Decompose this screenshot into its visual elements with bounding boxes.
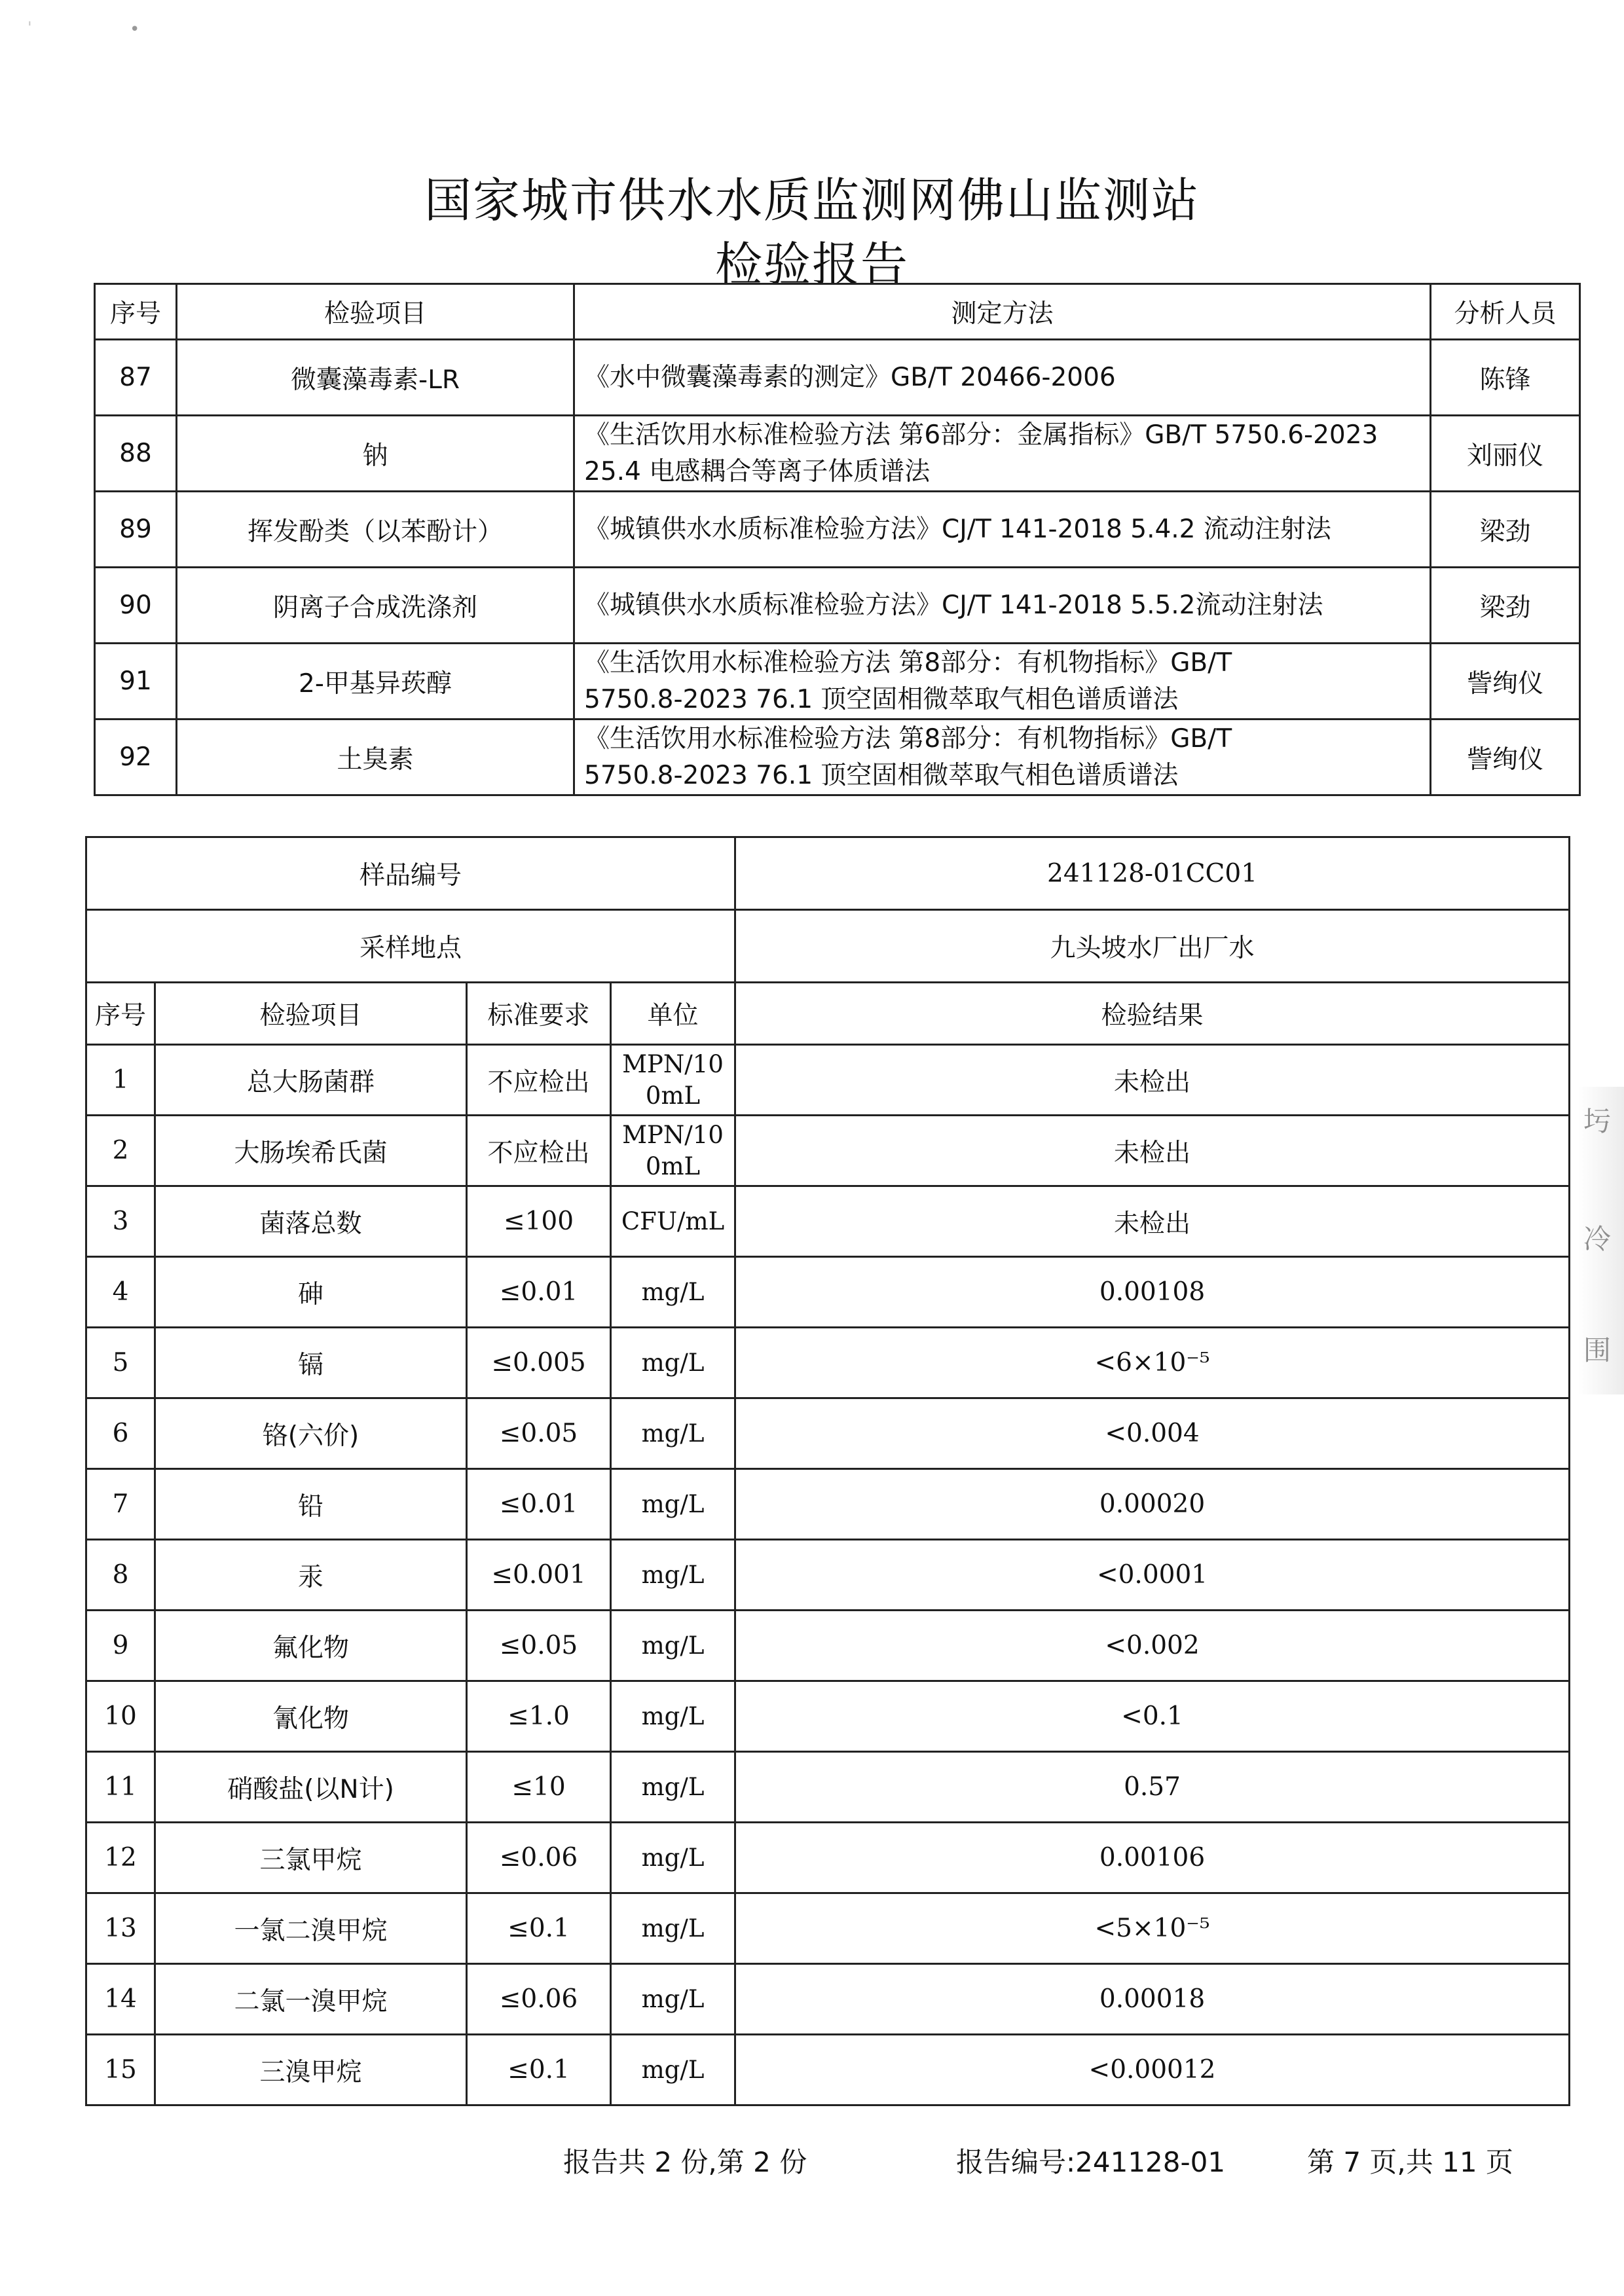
sample-number-value: 241128-01CC01	[735, 837, 1570, 910]
row-standard: ≤0.1	[467, 1893, 611, 1964]
row-result: 未检出	[735, 1116, 1570, 1186]
row-seq: 92	[95, 720, 177, 795]
report-copies: 报告共 2 份,第 2 份	[563, 2146, 807, 2178]
method-line: 5750.8-2023 76.1 顶空固相微萃取气相色谱质谱法	[584, 684, 1179, 714]
row-item: 阴离子合成洗涤剂	[177, 568, 574, 644]
row-result: 0.00020	[735, 1469, 1570, 1540]
unit-line: 0mL	[645, 1152, 701, 1180]
row-result: <6×10⁻⁵	[735, 1328, 1570, 1398]
unit-line: mg/L	[641, 1772, 705, 1801]
row-seq: 7	[86, 1469, 155, 1540]
scan-dot: •	[130, 20, 140, 39]
table-row	[86, 1328, 1570, 1398]
row-item: 砷	[155, 1257, 467, 1328]
row-method	[574, 568, 1431, 644]
row-method	[574, 416, 1431, 492]
row-item: 总大肠菌群	[155, 1045, 467, 1116]
unit-line: mg/L	[641, 1843, 705, 1872]
method-line: 《水中微囊藻毒素的测定》GB/T 20466-2006	[584, 362, 1116, 392]
row-item: 铅	[155, 1469, 467, 1540]
row-seq: 14	[86, 1964, 155, 2035]
method-line: 《生活饮用水标准检验方法 第8部分：有机物指标》GB/T	[584, 647, 1232, 678]
row-method	[574, 644, 1431, 720]
row-item: 菌落总数	[155, 1186, 467, 1257]
header-method: 测定方法	[574, 284, 1431, 340]
row-method	[574, 340, 1431, 416]
row-unit	[611, 1186, 735, 1257]
methods-table	[94, 283, 1581, 796]
row-unit	[611, 1752, 735, 1823]
row-item: 土臭素	[177, 720, 574, 795]
row-result: <0.002	[735, 1611, 1570, 1681]
method-line: 《城镇供水水质标准检验方法》CJ/T 141-2018 5.4.2 流动注射法	[584, 514, 1331, 544]
row-item: 钠	[177, 416, 574, 492]
row-item: 2-甲基异莰醇	[177, 644, 574, 720]
row-standard: ≤10	[467, 1752, 611, 1823]
row-standard: 不应检出	[467, 1116, 611, 1186]
sampling-location-value: 九头坡水厂出厂水	[735, 910, 1570, 983]
table-row	[95, 720, 1580, 795]
row-result: <0.1	[735, 1681, 1570, 1752]
row-item: 二氯一溴甲烷	[155, 1964, 467, 2035]
method-line: 《生活饮用水标准检验方法 第8部分：有机物指标》GB/T	[584, 723, 1232, 754]
row-item: 微囊藻毒素-LR	[177, 340, 574, 416]
row-standard: ≤0.1	[467, 2035, 611, 2105]
row-seq: 13	[86, 1893, 155, 1964]
edge-glyph: 围	[1583, 1334, 1612, 1366]
row-seq: 3	[86, 1186, 155, 1257]
row-analyst: 刘丽仪	[1431, 416, 1580, 492]
row-standard: ≤1.0	[467, 1681, 611, 1752]
table-row	[86, 1964, 1570, 2035]
row-seq: 1	[86, 1045, 155, 1116]
header-standard: 标准要求	[467, 983, 611, 1045]
unit-line: MPN/10	[622, 1049, 724, 1078]
table-row	[95, 568, 1580, 644]
row-analyst: 梁劲	[1431, 568, 1580, 644]
table-row	[86, 1186, 1570, 1257]
row-item: 硝酸盐(以N计)	[155, 1752, 467, 1823]
method-line: 《生活饮用水标准检验方法 第6部分：金属指标》GB/T 5750.6-2023	[584, 420, 1378, 450]
row-unit	[611, 1257, 735, 1328]
row-item: 大肠埃希氏菌	[155, 1116, 467, 1186]
row-method	[574, 492, 1431, 568]
results-header-row	[86, 983, 1570, 1045]
row-seq: 5	[86, 1328, 155, 1398]
organization-title: 国家城市供水水质监测网佛山监测站	[424, 173, 1200, 228]
table-row	[86, 1893, 1570, 1964]
row-result: 0.00108	[735, 1257, 1570, 1328]
header-seq: 序号	[95, 284, 177, 340]
row-result: 未检出	[735, 1186, 1570, 1257]
adjacent-page-edge	[1578, 1087, 1624, 1394]
table-row	[86, 1469, 1570, 1540]
row-seq: 89	[95, 492, 177, 568]
row-standard: ≤0.05	[467, 1611, 611, 1681]
table-row	[86, 1611, 1570, 1681]
unit-line: mg/L	[641, 1984, 705, 2013]
table-row	[86, 1752, 1570, 1823]
row-item: 一氯二溴甲烷	[155, 1893, 467, 1964]
table-row	[86, 1398, 1570, 1469]
row-seq: 15	[86, 2035, 155, 2105]
method-line: 25.4 电感耦合等离子体质谱法	[584, 456, 931, 486]
report-title: 检验报告	[714, 237, 909, 292]
row-item: 氟化物	[155, 1611, 467, 1681]
row-item: 镉	[155, 1328, 467, 1398]
sample-number-row	[86, 837, 1570, 910]
scan-speck: '	[28, 18, 32, 37]
table-row	[86, 1681, 1570, 1752]
method-line: 《城镇供水水质标准检验方法》CJ/T 141-2018 5.5.2流动注射法	[584, 590, 1323, 620]
row-unit	[611, 1469, 735, 1540]
row-standard: 不应检出	[467, 1045, 611, 1116]
unit-line: mg/L	[641, 2055, 705, 2084]
row-unit	[611, 1964, 735, 2035]
row-standard: ≤0.005	[467, 1328, 611, 1398]
table-row	[86, 2035, 1570, 2105]
row-result: 0.00106	[735, 1823, 1570, 1893]
row-seq: 87	[95, 340, 177, 416]
row-seq: 88	[95, 416, 177, 492]
row-seq: 11	[86, 1752, 155, 1823]
report-number: 报告编号:241128-01	[956, 2146, 1226, 2178]
row-seq: 12	[86, 1823, 155, 1893]
header-analyst: 分析人员	[1431, 284, 1580, 340]
row-result: <0.0001	[735, 1540, 1570, 1611]
unit-line: mg/L	[641, 1348, 705, 1377]
method-line: 5750.8-2023 76.1 顶空固相微萃取气相色谱质谱法	[584, 760, 1179, 790]
row-seq: 9	[86, 1611, 155, 1681]
sampling-location-label: 采样地点	[86, 910, 735, 983]
edge-glyph: 圬	[1583, 1105, 1612, 1137]
row-seq: 90	[95, 568, 177, 644]
row-analyst: 訾绚仪	[1431, 720, 1580, 795]
unit-line: mg/L	[641, 1560, 705, 1589]
unit-line: mg/L	[641, 1702, 705, 1730]
table-row	[95, 644, 1580, 720]
row-seq: 6	[86, 1398, 155, 1469]
unit-line: MPN/10	[622, 1120, 724, 1149]
methods-header-row	[95, 284, 1580, 340]
row-seq: 2	[86, 1116, 155, 1186]
row-unit	[611, 1045, 735, 1116]
row-item: 氰化物	[155, 1681, 467, 1752]
row-method	[574, 720, 1431, 795]
row-unit	[611, 1540, 735, 1611]
row-result: <5×10⁻⁵	[735, 1893, 1570, 1964]
row-standard: ≤0.01	[467, 1469, 611, 1540]
row-unit	[611, 1116, 735, 1186]
header-seq: 序号	[86, 983, 155, 1045]
row-standard: ≤100	[467, 1186, 611, 1257]
row-standard: ≤0.05	[467, 1398, 611, 1469]
table-row	[95, 416, 1580, 492]
row-result: <0.00012	[735, 2035, 1570, 2105]
unit-line: mg/L	[641, 1489, 705, 1518]
row-unit	[611, 1681, 735, 1752]
sampling-location-row	[86, 910, 1570, 983]
header-result: 检验结果	[735, 983, 1570, 1045]
unit-line: mg/L	[641, 1631, 705, 1660]
row-seq: 8	[86, 1540, 155, 1611]
row-standard: ≤0.001	[467, 1540, 611, 1611]
edge-glyph: 冷	[1583, 1223, 1612, 1255]
row-standard: ≤0.01	[467, 1257, 611, 1328]
row-result: 0.00018	[735, 1964, 1570, 2035]
table-row	[86, 1116, 1570, 1186]
row-result: 0.57	[735, 1752, 1570, 1823]
row-standard: ≤0.06	[467, 1964, 611, 2035]
table-row	[95, 340, 1580, 416]
row-unit	[611, 1328, 735, 1398]
unit-line: CFU/mL	[621, 1207, 725, 1235]
row-item: 三溴甲烷	[155, 2035, 467, 2105]
unit-line: mg/L	[641, 1419, 705, 1448]
row-unit	[611, 1611, 735, 1681]
row-result: <0.004	[735, 1398, 1570, 1469]
table-row	[86, 1823, 1570, 1893]
table-row	[95, 492, 1580, 568]
row-unit	[611, 1823, 735, 1893]
table-row	[86, 1540, 1570, 1611]
sample-number-label: 样品编号	[86, 837, 735, 910]
row-analyst: 陈锋	[1431, 340, 1580, 416]
table-row	[86, 1045, 1570, 1116]
row-unit	[611, 2035, 735, 2105]
header-item: 检验项目	[177, 284, 574, 340]
unit-line: mg/L	[641, 1914, 705, 1942]
row-unit	[611, 1398, 735, 1469]
row-item: 三氯甲烷	[155, 1823, 467, 1893]
row-seq: 10	[86, 1681, 155, 1752]
unit-line: mg/L	[641, 1277, 705, 1306]
header-item: 检验项目	[155, 983, 467, 1045]
row-result: 未检出	[735, 1045, 1570, 1116]
row-seq: 4	[86, 1257, 155, 1328]
row-analyst: 梁劲	[1431, 492, 1580, 568]
page-number: 第 7 页,共 11 页	[1307, 2146, 1513, 2178]
row-seq: 91	[95, 644, 177, 720]
row-item: 铬(六价)	[155, 1398, 467, 1469]
row-unit	[611, 1893, 735, 1964]
header-unit: 单位	[611, 983, 735, 1045]
row-standard: ≤0.06	[467, 1823, 611, 1893]
row-item: 挥发酚类（以苯酚计）	[177, 492, 574, 568]
row-analyst: 訾绚仪	[1431, 644, 1580, 720]
unit-line: 0mL	[645, 1081, 701, 1110]
results-table	[85, 836, 1570, 2106]
row-item: 汞	[155, 1540, 467, 1611]
table-row	[86, 1257, 1570, 1328]
